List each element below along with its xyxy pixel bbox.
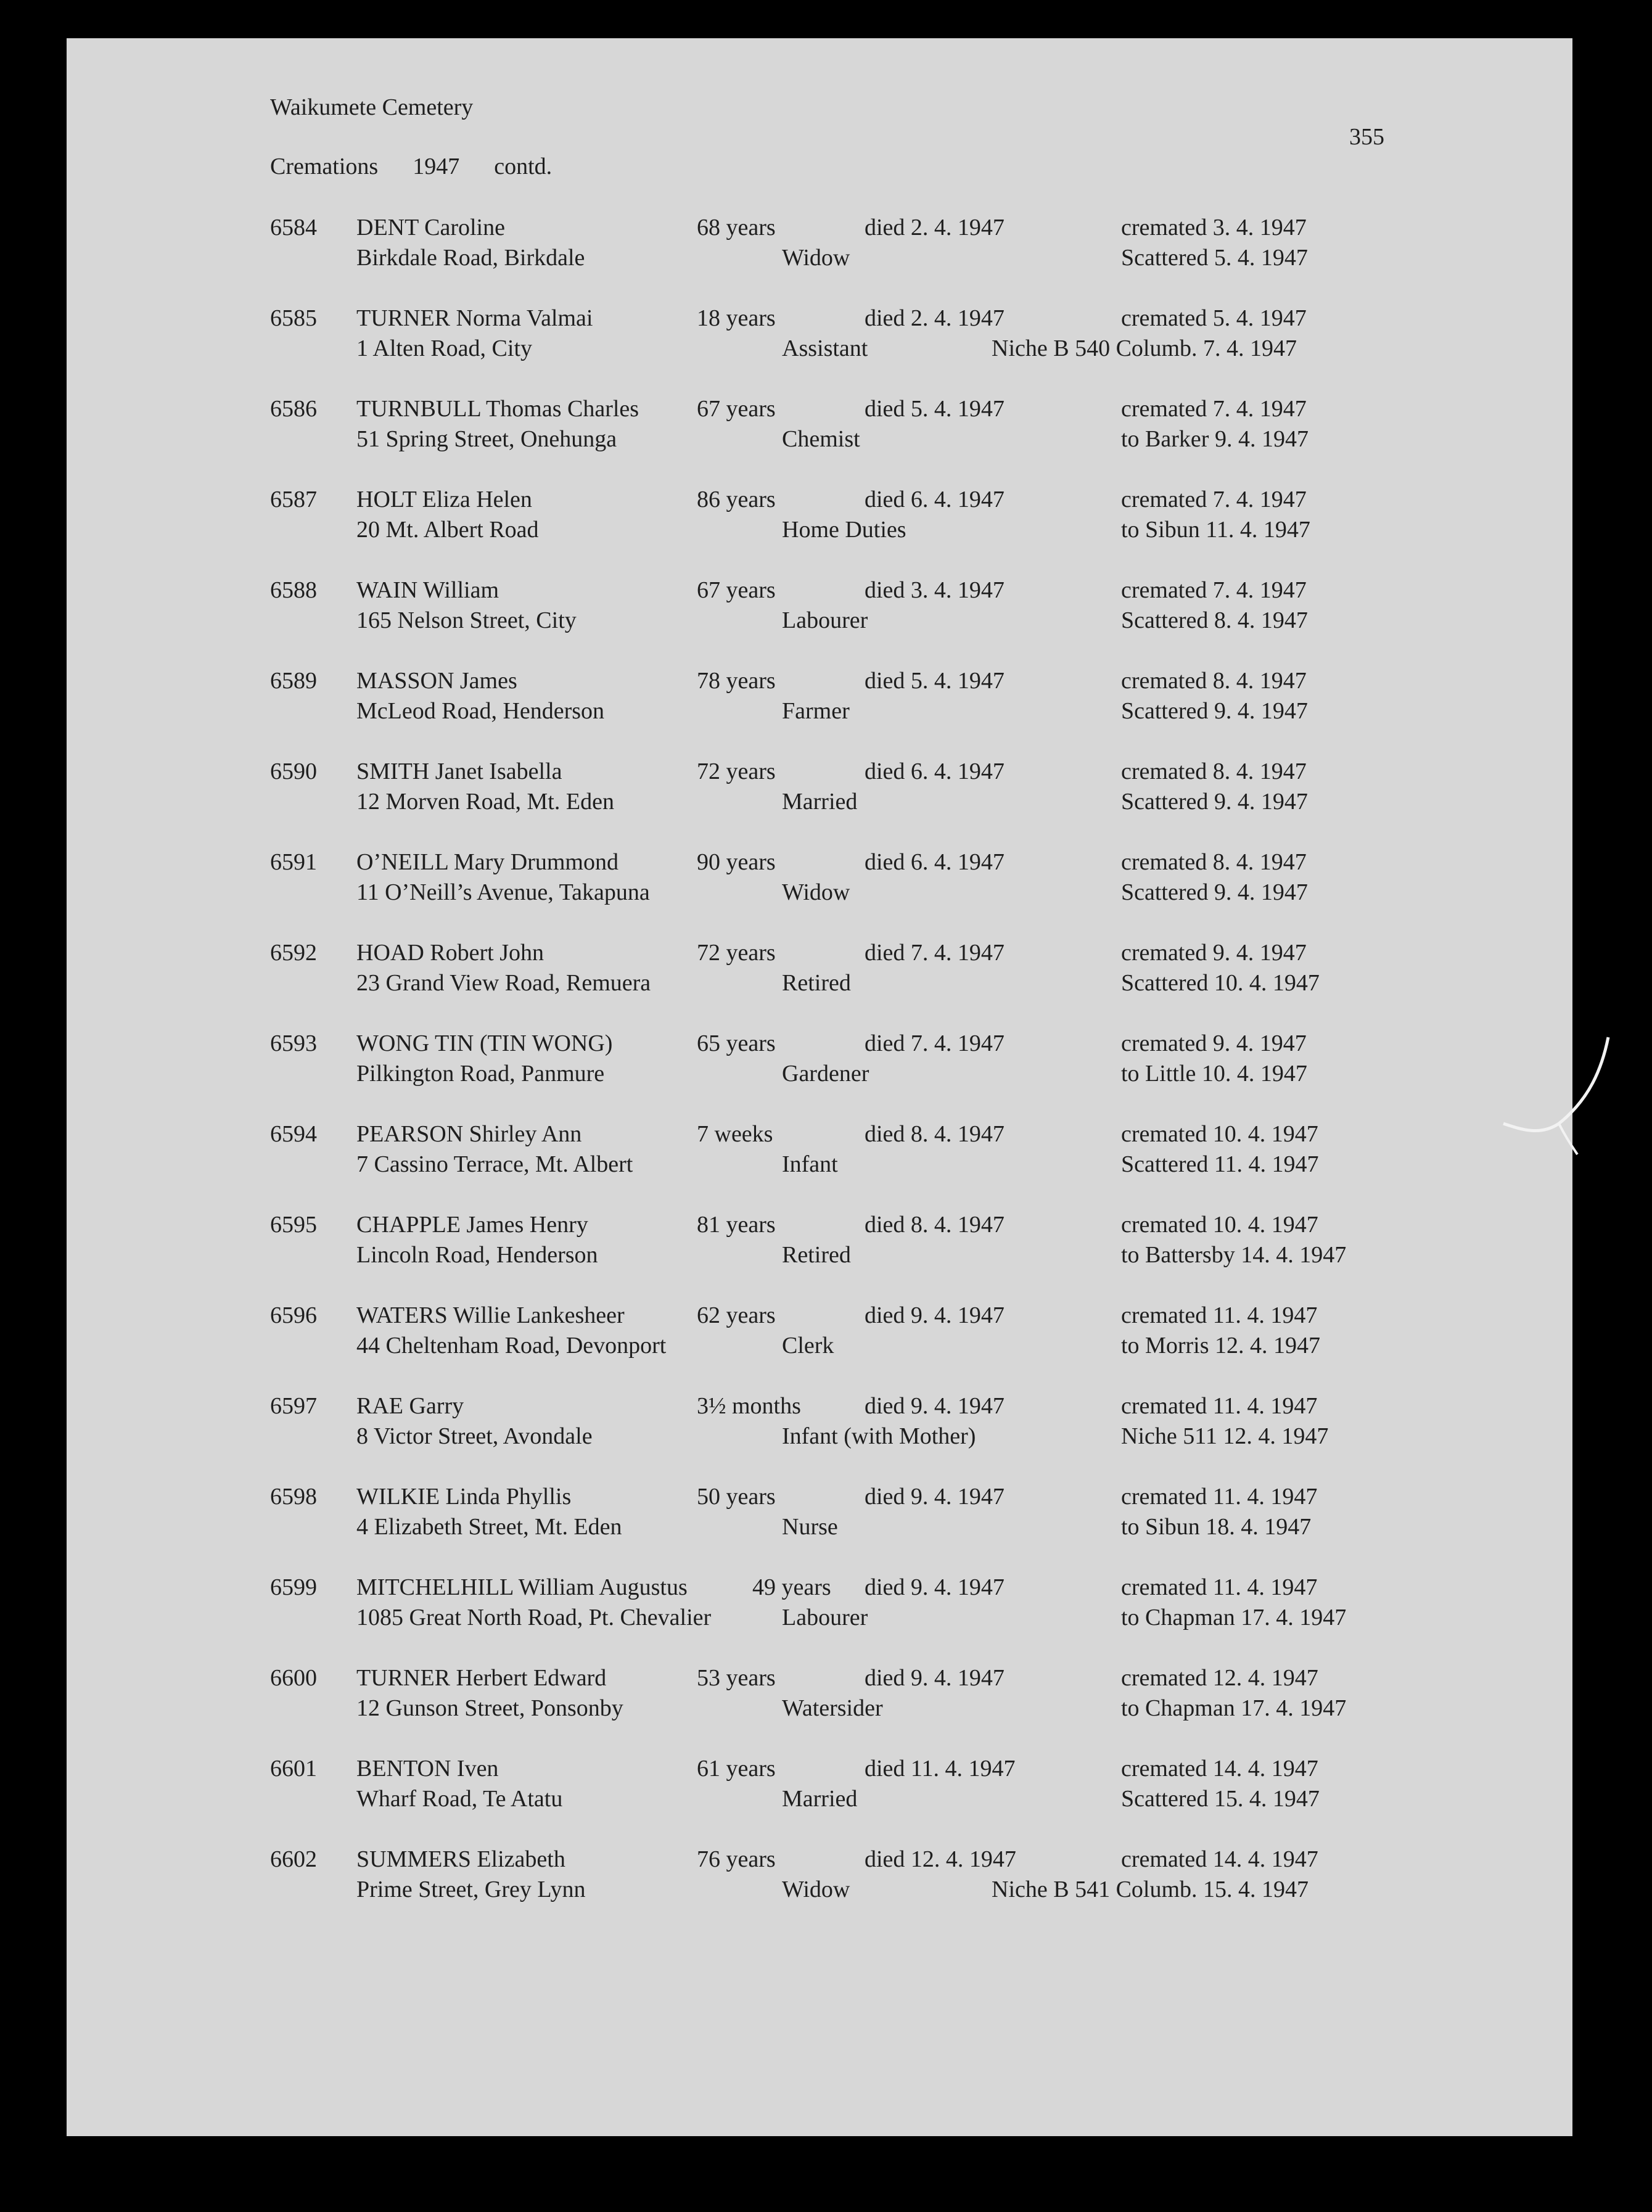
entry-number: 6587: [270, 487, 317, 512]
entry-died: died 7. 4. 1947: [865, 940, 1005, 966]
entry-number: 6591: [270, 849, 317, 875]
entry-number: 6602: [270, 1846, 317, 1872]
entry-cremated: cremated 11. 4. 1947: [1121, 1484, 1318, 1510]
entry-cremated: cremated 9. 4. 1947: [1121, 940, 1307, 966]
entry-number: 6601: [270, 1756, 317, 1782]
entry-address: McLeod Road, Henderson: [356, 698, 605, 724]
entry-address: Birkdale Road, Birkdale: [356, 245, 585, 271]
entry-disposal: Scattered 11. 4. 1947: [1121, 1151, 1319, 1177]
entry-name: TURNER Herbert Edward: [356, 1665, 607, 1691]
entry-occupation: Widow: [782, 879, 850, 905]
entry-row: [67, 1483, 1572, 1545]
entry-disposal: Scattered 8. 4. 1947: [1121, 607, 1308, 633]
entry-disposal: to Little 10. 4. 1947: [1121, 1061, 1307, 1087]
entry-row: [67, 1120, 1572, 1182]
section-year: 1947: [413, 154, 460, 179]
entry-died: died 6. 4. 1947: [865, 487, 1005, 512]
entry-disposal: to Sibun 11. 4. 1947: [1121, 517, 1310, 543]
entry-number: 6598: [270, 1484, 317, 1510]
entry-address: 51 Spring Street, Onehunga: [356, 426, 617, 452]
entry-age: 86 years: [697, 487, 776, 512]
entry-died: died 8. 4. 1947: [865, 1212, 1005, 1238]
entry-number: 6594: [270, 1121, 317, 1147]
entry-died: died 9. 4. 1947: [865, 1393, 1005, 1419]
entry-age: 49 years: [752, 1574, 831, 1600]
entry-name: SMITH Janet Isabella: [356, 759, 562, 784]
entry-row: [67, 667, 1572, 729]
entry-age: 68 years: [697, 215, 776, 241]
entry-cremated: cremated 11. 4. 1947: [1121, 1302, 1318, 1328]
entry-occupation: Home Duties: [782, 517, 906, 543]
entry-occupation: Farmer: [782, 698, 850, 724]
entry-name: RAE Garry: [356, 1393, 464, 1419]
entry-address: 165 Nelson Street, City: [356, 607, 577, 633]
register-page: [67, 38, 1572, 2136]
entry-address: Pilkington Road, Panmure: [356, 1061, 605, 1087]
entry-disposal: Niche 511 12. 4. 1947: [1121, 1423, 1329, 1449]
entry-cremated: cremated 8. 4. 1947: [1121, 849, 1307, 875]
entry-disposal: Scattered 9. 4. 1947: [1121, 879, 1308, 905]
entry-occupation: Retired: [782, 1242, 851, 1268]
entry-age: 90 years: [697, 849, 776, 875]
entry-number: 6584: [270, 215, 317, 241]
entry-row: [67, 939, 1572, 1001]
entry-number: 6597: [270, 1393, 317, 1419]
entry-disposal: Niche B 540 Columb. 7. 4. 1947: [992, 335, 1297, 361]
entry-number: 6595: [270, 1212, 317, 1238]
entry-cremated: cremated 14. 4. 1947: [1121, 1846, 1318, 1872]
entry-disposal: Niche B 541 Columb. 15. 4. 1947: [992, 1877, 1309, 1902]
entry-name: TURNBULL Thomas Charles: [356, 396, 639, 422]
entry-cremated: cremated 7. 4. 1947: [1121, 487, 1307, 512]
entry-died: died 11. 4. 1947: [865, 1756, 1016, 1782]
entry-row: [67, 1846, 1572, 1907]
entry-age: 76 years: [697, 1846, 776, 1872]
entry-died: died 2. 4. 1947: [865, 305, 1005, 331]
entry-occupation: Married: [782, 789, 858, 815]
entry-name: SUMMERS Elizabeth: [356, 1846, 565, 1872]
entry-row: [67, 1302, 1572, 1363]
entry-died: died 9. 4. 1947: [865, 1665, 1005, 1691]
entry-row: [67, 577, 1572, 638]
entry-name: DENT Caroline: [356, 215, 505, 241]
entry-address: 44 Cheltenham Road, Devonport: [356, 1333, 667, 1359]
entry-age: 67 years: [697, 396, 776, 422]
entry-address: 1085 Great North Road, Pt. Chevalier: [356, 1605, 712, 1630]
entry-cremated: cremated 11. 4. 1947: [1121, 1393, 1318, 1419]
entry-address: Wharf Road, Te Atatu: [356, 1786, 563, 1812]
entry-cremated: cremated 5. 4. 1947: [1121, 305, 1307, 331]
entry-age: 3½ months: [697, 1393, 801, 1419]
entry-number: 6589: [270, 668, 317, 694]
entry-occupation: Infant: [782, 1151, 838, 1177]
entry-disposal: to Sibun 18. 4. 1947: [1121, 1514, 1312, 1540]
entry-address: 11 O’Neill’s Avenue, Takapuna: [356, 879, 650, 905]
entry-age: 18 years: [697, 305, 776, 331]
entry-number: 6588: [270, 577, 317, 603]
entry-disposal: to Battersby 14. 4. 1947: [1121, 1242, 1347, 1268]
entry-cremated: cremated 8. 4. 1947: [1121, 668, 1307, 694]
entry-row: [67, 305, 1572, 366]
entry-age: 53 years: [697, 1665, 776, 1691]
entry-age: 67 years: [697, 577, 776, 603]
entry-died: died 6. 4. 1947: [865, 759, 1005, 784]
entry-occupation: Gardener: [782, 1061, 869, 1087]
entry-disposal: to Barker 9. 4. 1947: [1121, 426, 1309, 452]
entry-disposal: Scattered 15. 4. 1947: [1121, 1786, 1320, 1812]
entry-row: [67, 849, 1572, 910]
scan-mark-icon: [1485, 1031, 1645, 1161]
entry-occupation: Clerk: [782, 1333, 834, 1359]
entry-name: CHAPPLE James Henry: [356, 1212, 588, 1238]
entry-cremated: cremated 3. 4. 1947: [1121, 215, 1307, 241]
entry-disposal: to Chapman 17. 4. 1947: [1121, 1605, 1347, 1630]
entry-cremated: cremated 7. 4. 1947: [1121, 396, 1307, 422]
entry-name: WILKIE Linda Phyllis: [356, 1484, 572, 1510]
entry-disposal: Scattered 9. 4. 1947: [1121, 789, 1308, 815]
entry-age: 61 years: [697, 1756, 776, 1782]
entry-died: died 7. 4. 1947: [865, 1030, 1005, 1056]
entry-name: TURNER Norma Valmai: [356, 305, 593, 331]
entry-address: 20 Mt. Albert Road: [356, 517, 539, 543]
entry-number: 6592: [270, 940, 317, 966]
entry-died: died 8. 4. 1947: [865, 1121, 1005, 1147]
entry-name: WONG TIN (TIN WONG): [356, 1030, 613, 1056]
entry-row: [67, 1664, 1572, 1726]
entry-row: [67, 758, 1572, 820]
entry-address: 1 Alten Road, City: [356, 335, 532, 361]
cemetery-title: Waikumete Cemetery: [270, 94, 474, 120]
entry-died: died 9. 4. 1947: [865, 1484, 1005, 1510]
section-heading: [270, 153, 586, 180]
entry-age: 7 weeks: [697, 1121, 773, 1147]
entry-number: 6585: [270, 305, 317, 331]
entry-disposal: Scattered 10. 4. 1947: [1121, 970, 1320, 996]
entry-died: died 5. 4. 1947: [865, 396, 1005, 422]
entry-address: 23 Grand View Road, Remuera: [356, 970, 651, 996]
entry-number: 6596: [270, 1302, 317, 1328]
entry-number: 6586: [270, 396, 317, 422]
entry-died: died 6. 4. 1947: [865, 849, 1005, 875]
entry-row: [67, 1755, 1572, 1817]
entry-occupation: Chemist: [782, 426, 860, 452]
entry-occupation: Assistant: [782, 335, 868, 361]
entry-cremated: cremated 8. 4. 1947: [1121, 759, 1307, 784]
entry-cremated: cremated 9. 4. 1947: [1121, 1030, 1307, 1056]
entry-row: [67, 395, 1572, 457]
entry-address: Prime Street, Grey Lynn: [356, 1877, 586, 1902]
entry-occupation: Watersider: [782, 1695, 883, 1721]
entry-row: [67, 1030, 1572, 1092]
entry-cremated: cremated 12. 4. 1947: [1121, 1665, 1318, 1691]
entry-died: died 12. 4. 1947: [865, 1846, 1016, 1872]
page-number: 355: [1349, 124, 1384, 150]
entry-address: 12 Gunson Street, Ponsonby: [356, 1695, 623, 1721]
entry-cremated: cremated 10. 4. 1947: [1121, 1212, 1318, 1238]
entry-address: 12 Morven Road, Mt. Eden: [356, 789, 614, 815]
entry-row: [67, 1574, 1572, 1635]
entry-address: 4 Elizabeth Street, Mt. Eden: [356, 1514, 622, 1540]
entry-occupation: Widow: [782, 1877, 850, 1902]
entry-row: [67, 1392, 1572, 1454]
entry-occupation: Labourer: [782, 607, 868, 633]
entry-cremated: cremated 10. 4. 1947: [1121, 1121, 1318, 1147]
entry-occupation: Married: [782, 1786, 858, 1812]
entry-name: WATERS Willie Lankesheer: [356, 1302, 625, 1328]
entry-occupation: Nurse: [782, 1514, 838, 1540]
entry-number: 6593: [270, 1030, 317, 1056]
entry-name: O’NEILL Mary Drummond: [356, 849, 618, 875]
entry-name: HOLT Eliza Helen: [356, 487, 532, 512]
entry-occupation: Labourer: [782, 1605, 868, 1630]
entry-occupation: Retired: [782, 970, 851, 996]
entry-address: 7 Cassino Terrace, Mt. Albert: [356, 1151, 633, 1177]
entry-died: died 9. 4. 1947: [865, 1302, 1005, 1328]
entry-age: 50 years: [697, 1484, 776, 1510]
entry-number: 6590: [270, 759, 317, 784]
entry-died: died 9. 4. 1947: [865, 1574, 1005, 1600]
entry-name: MASSON James: [356, 668, 517, 694]
entry-address: Lincoln Road, Henderson: [356, 1242, 598, 1268]
entry-died: died 5. 4. 1947: [865, 668, 1005, 694]
section-contd: contd.: [494, 154, 553, 179]
entry-age: 65 years: [697, 1030, 776, 1056]
entry-disposal: Scattered 5. 4. 1947: [1121, 245, 1308, 271]
entry-cremated: cremated 7. 4. 1947: [1121, 577, 1307, 603]
entry-row: [67, 1211, 1572, 1273]
entry-died: died 3. 4. 1947: [865, 577, 1005, 603]
entry-row: [67, 214, 1572, 276]
entry-disposal: to Chapman 17. 4. 1947: [1121, 1695, 1347, 1721]
entry-name: MITCHELHILL William Augustus: [356, 1574, 688, 1600]
entry-name: WAIN William: [356, 577, 499, 603]
entry-number: 6599: [270, 1574, 317, 1600]
entry-disposal: Scattered 9. 4. 1947: [1121, 698, 1308, 724]
entry-occupation: Infant (with Mother): [782, 1423, 976, 1449]
entry-address: 8 Victor Street, Avondale: [356, 1423, 593, 1449]
entry-cremated: cremated 11. 4. 1947: [1121, 1574, 1318, 1600]
entry-age: 72 years: [697, 940, 776, 966]
entry-died: died 2. 4. 1947: [865, 215, 1005, 241]
entry-name: PEARSON Shirley Ann: [356, 1121, 582, 1147]
entry-age: 81 years: [697, 1212, 776, 1238]
entry-row: [67, 486, 1572, 548]
entry-number: 6600: [270, 1665, 317, 1691]
entry-name: HOAD Robert John: [356, 940, 544, 966]
entry-age: 72 years: [697, 759, 776, 784]
entry-name: BENTON Iven: [356, 1756, 499, 1782]
entry-disposal: to Morris 12. 4. 1947: [1121, 1333, 1320, 1359]
section-label: Cremations: [270, 154, 379, 179]
entry-cremated: cremated 14. 4. 1947: [1121, 1756, 1318, 1782]
entry-age: 78 years: [697, 668, 776, 694]
entry-age: 62 years: [697, 1302, 776, 1328]
entry-occupation: Widow: [782, 245, 850, 271]
